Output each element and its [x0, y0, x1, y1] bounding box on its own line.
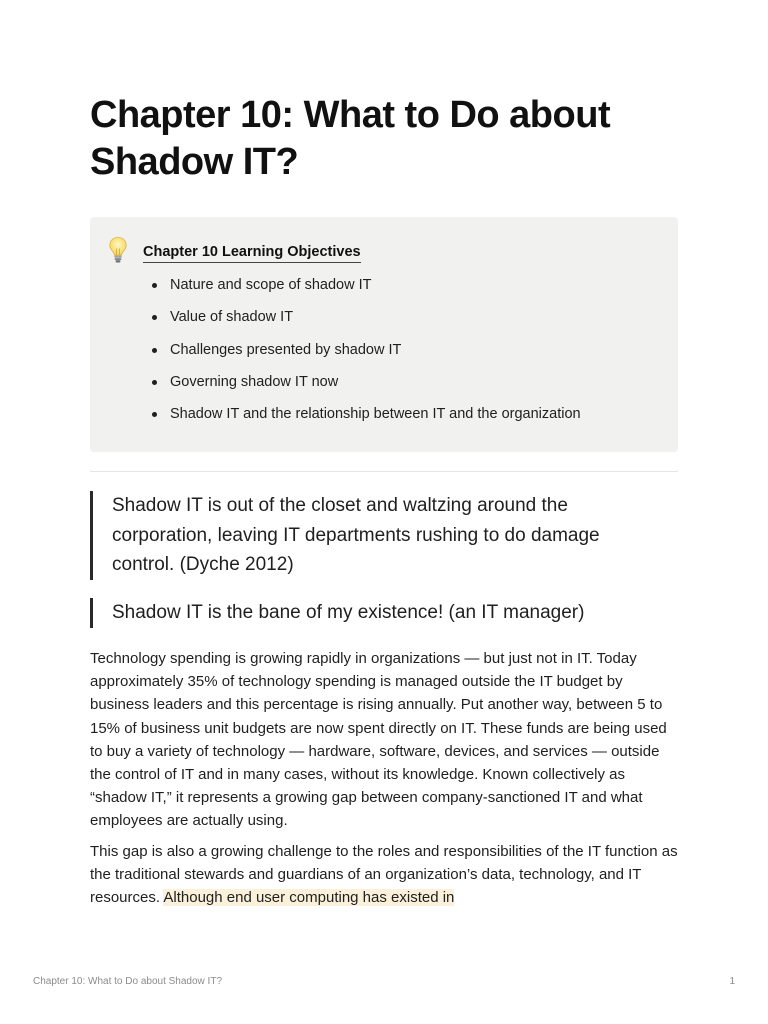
page-number: 1 — [729, 976, 735, 987]
body-paragraph-2 — [90, 840, 680, 910]
body-paragraph-1: Technology spending is growing rapidly in organizations — but just not in IT. Today approximately 35% of technology spending is managed outside the IT budget by business leaders and this percentage is rising annually. Put another way, between 5 to 15% of business unit budgets are now spent directly on IT. These funds are being used to buy a variety of technology — hardware, software, devices, and services — outside the control of IT and in many cases, without its knowledge. Known collectively as “shadow IT,” it represents a growing gap between company-sanctioned IT and what employees are actually using. — [90, 650, 667, 830]
lightbulb-icon — [108, 236, 128, 264]
objectives-list — [152, 274, 581, 435]
quote-it-manager: Shadow IT is the bane of my existence! (an IT manager) — [90, 598, 692, 628]
list-item: Nature and scope of shadow IT — [152, 274, 581, 306]
list-item: Shadow IT and the relationship between IT and the organization — [152, 403, 581, 435]
paragraph-2-text: This gap is also a growing challenge to the roles and responsibilities of the IT function as the traditional stewards and guardians of an organization’s data, technology, and IT resources. — [90, 843, 678, 907]
quote-dyche: Shadow IT is out of the closet and waltzing around the corporation, leaving IT departments rushing to do damage control. (Dyche 2012) — [90, 491, 652, 580]
footer-title: Chapter 10: What to Do about Shadow IT? — [33, 976, 222, 987]
divider — [90, 471, 678, 472]
list-item: Value of shadow IT — [152, 306, 581, 338]
list-item: Governing shadow IT now — [152, 371, 581, 403]
learning-objectives-callout — [90, 217, 678, 452]
page-title: Chapter 10: What to Do about Shadow IT? — [90, 94, 611, 183]
highlighted-text: Although end user computing has existed in — [163, 889, 455, 907]
callout-heading: Chapter 10 Learning Objectives — [143, 243, 361, 263]
list-item: Challenges presented by shadow IT — [152, 339, 581, 371]
